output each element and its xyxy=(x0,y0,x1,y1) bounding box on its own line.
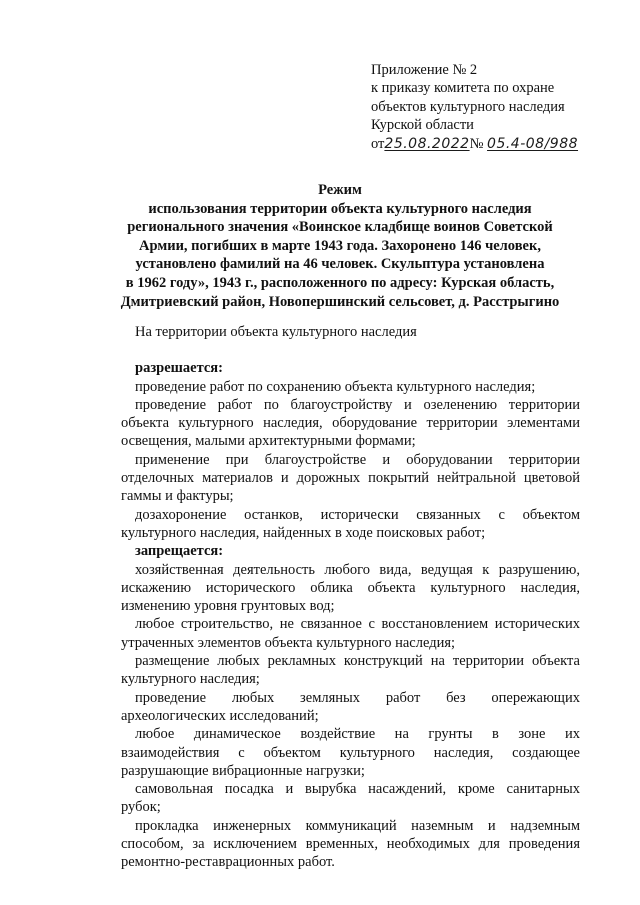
annex-number-label: № xyxy=(469,135,484,152)
annex-from-label: от xyxy=(371,135,385,152)
forbidden-item-line: ремонтно-реставрационных работ. xyxy=(121,854,335,871)
forbidden-item-line: самовольная посадка и вырубка насаждений, кроме санитарных xyxy=(135,781,580,798)
forbidden-item xyxy=(121,817,580,872)
allowed-item-line: дозахоронение останков, исторически связанных с объектом xyxy=(135,506,580,523)
title-line: регионального значения «Воинское кладбище воинов Советской xyxy=(127,219,553,236)
forbidden-item-line: разрушающие вибрационные нагрузки; xyxy=(121,762,365,779)
forbidden-item-line: прокладка инженерных коммуникаций наземным и надземным xyxy=(135,817,580,834)
annex-committee-line: объектов культурного наследия xyxy=(371,98,565,115)
intro-text: На территории объекта культурного наследия xyxy=(135,324,417,340)
forbidden-item-line: археологических исследований; xyxy=(121,707,319,724)
forbidden-item xyxy=(121,689,580,726)
allowed-item-line: освещения, малыми архитектурными формами; xyxy=(121,433,416,450)
forbidden-item-line: изменению уровня грунтовых вод; xyxy=(121,598,335,615)
forbidden-item-line: искажению исторического облика объекта культурного наследия, xyxy=(121,579,580,596)
allowed-item-line: гаммы и фактуры; xyxy=(121,488,234,505)
forbidden-heading: запрещается: xyxy=(135,543,224,560)
annex-order-line: к приказу комитета по охране xyxy=(371,80,555,97)
title-line: Дмитриевский район, Новопершинский сельсовет, д. Расстрыгино xyxy=(120,293,560,310)
allowed-item xyxy=(121,451,580,506)
allowed-item xyxy=(121,378,580,396)
annex-block xyxy=(371,61,578,153)
allowed-item-line: проведение работ по сохранению объекта культурного наследия; xyxy=(135,378,536,395)
document-body xyxy=(121,323,580,872)
title-line: в 1962 году», 1943 г., расположенного по адресу: Курская область, xyxy=(125,274,555,291)
forbidden-list xyxy=(121,561,580,872)
annex-date-number-line xyxy=(371,135,578,153)
title-line: использования территории объекта культурного наследия xyxy=(148,200,532,217)
forbidden-item xyxy=(121,725,580,780)
forbidden-item-line: проведение любых земляных работ без опережающих xyxy=(135,689,580,706)
allowed-item xyxy=(121,396,580,451)
allowed-item-line: проведение работ по благоустройству и озеленению территории xyxy=(135,396,580,413)
forbidden-item-line: взаимодействия с объектом культурного наследия, создающее xyxy=(121,744,580,761)
forbidden-item-line: культурного наследия; xyxy=(121,671,260,688)
allowed-item-line: культурного наследия, найденных в ходе поисковых работ; xyxy=(121,524,486,541)
forbidden-item-line: рубок; xyxy=(121,799,161,816)
document-title xyxy=(100,181,580,311)
allowed-item xyxy=(121,506,580,543)
allowed-item-line: объекта культурного наследия, оборудование территории элементами xyxy=(121,415,580,432)
forbidden-item xyxy=(121,615,580,652)
title-line: Армии, погибших в марте 1943 года. Захоронено 146 человек, xyxy=(139,237,541,254)
forbidden-item xyxy=(121,780,580,817)
forbidden-item xyxy=(121,561,580,616)
title-line: установлено фамилий на 46 человек. Скульптура установлена xyxy=(135,256,545,273)
annex-handwritten-number: 05.4-08/988 xyxy=(487,135,579,152)
allowed-heading: разрешается: xyxy=(135,360,223,377)
annex-title: Приложение № 2 xyxy=(371,62,478,78)
annex-handwritten-date: 25.08.2022 xyxy=(384,135,470,152)
forbidden-item-line: любое строительство, не связанное с восстановлением исторических xyxy=(135,616,580,633)
allowed-list xyxy=(121,378,580,543)
forbidden-item-line: размещение любых рекламных конструкций на территории объекта xyxy=(135,653,580,670)
forbidden-item-line: способом, за исключением временных, необходимых для проведения xyxy=(121,836,580,853)
forbidden-item-line: хозяйственная деятельность любого вида, ведущая к разрушению, xyxy=(135,561,580,578)
title-heading: Режим xyxy=(318,182,362,198)
allowed-item-line: отделочных материалов и дорожных покрытий нейтральной цветовой xyxy=(121,470,580,487)
annex-region-line: Курской области xyxy=(371,117,474,134)
forbidden-item-line: утраченных элементов объекта культурного наследия; xyxy=(121,634,456,651)
allowed-item-line: применение при благоустройстве и оборудовании территории xyxy=(135,451,580,468)
forbidden-item xyxy=(121,652,580,689)
forbidden-item-line: любое динамическое воздействие на грунты в зоне их xyxy=(135,726,580,743)
